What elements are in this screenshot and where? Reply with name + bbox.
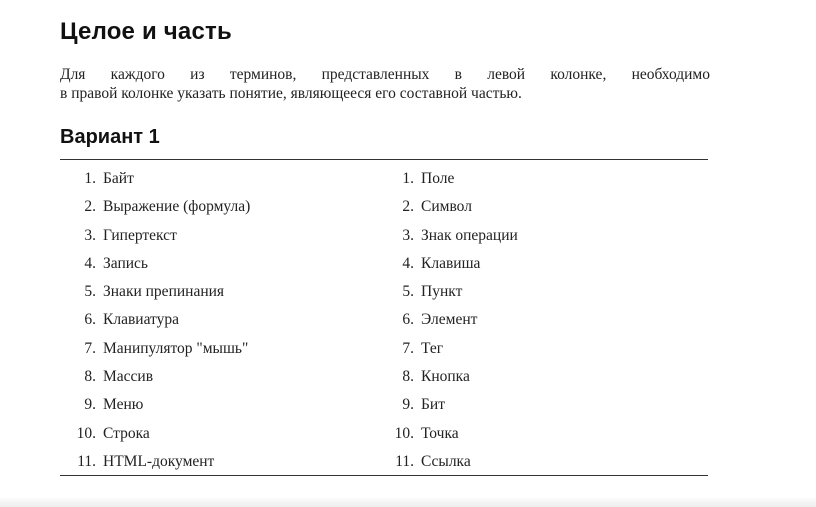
list-item xyxy=(60,306,390,334)
item-text: Клавиша xyxy=(421,254,481,272)
item-number: 10. xyxy=(394,424,414,442)
item-text: Байт xyxy=(103,170,134,187)
item-text: HTML-документ xyxy=(103,452,215,470)
item-number: 2. xyxy=(402,198,414,216)
list-item xyxy=(60,193,390,221)
item-text: Клавиатура xyxy=(103,311,179,329)
item-text: Знак операции xyxy=(421,226,518,244)
list-item xyxy=(380,222,700,250)
item-number: 7. xyxy=(84,339,96,357)
parts-list-right xyxy=(380,165,700,476)
item-text: Символ xyxy=(421,198,472,216)
item-text: Кнопка xyxy=(421,368,470,386)
list-item xyxy=(60,165,390,193)
item-text: Пункт xyxy=(421,283,463,301)
list-item xyxy=(60,250,390,278)
item-number: 9. xyxy=(84,396,96,414)
item-text: Элемент xyxy=(421,311,478,329)
table-top-rule xyxy=(60,159,708,160)
item-text: Точка xyxy=(421,424,459,442)
list-item xyxy=(60,448,390,476)
item-text: Массив xyxy=(103,368,154,386)
list-item xyxy=(380,363,700,391)
item-number: 5. xyxy=(402,283,414,301)
item-number: 1. xyxy=(402,170,414,187)
instructions-paragraph xyxy=(60,65,710,103)
list-item xyxy=(380,391,700,419)
list-item xyxy=(380,165,700,193)
item-number: 8. xyxy=(402,368,414,386)
list-item xyxy=(60,420,390,448)
list-item xyxy=(60,222,390,250)
page-bottom-shadow xyxy=(0,497,816,507)
list-item xyxy=(380,335,700,363)
list-item xyxy=(380,306,700,334)
variant-title: Вариант 1 xyxy=(60,126,160,148)
list-item xyxy=(380,448,700,476)
item-text: Выражение (формула) xyxy=(103,198,251,216)
list-item xyxy=(380,250,700,278)
item-number: 11. xyxy=(77,452,96,470)
item-number: 4. xyxy=(402,254,414,272)
item-text: Меню xyxy=(103,396,144,414)
item-text: Манипулятор "мышь" xyxy=(103,339,249,357)
item-text: Строка xyxy=(103,424,150,442)
item-number: 1. xyxy=(84,170,96,187)
instructions-line-2: в правой колонке указать понятие, являющееся его составной частью. xyxy=(60,85,522,102)
instructions-line-1: Для каждого из терминов, представленных в левой колонке, необходимо xyxy=(60,66,710,83)
list-item xyxy=(60,391,390,419)
list-item xyxy=(380,420,700,448)
item-number: 10. xyxy=(76,424,96,442)
item-number: 9. xyxy=(402,396,414,414)
item-text: Знаки препинания xyxy=(103,283,225,301)
item-number: 7. xyxy=(402,339,414,357)
item-text: Поле xyxy=(421,170,455,187)
item-number: 11. xyxy=(395,452,414,470)
list-item xyxy=(380,193,700,221)
list-item xyxy=(60,363,390,391)
terms-list-left xyxy=(60,165,390,476)
item-number: 4. xyxy=(84,254,96,272)
table-bottom-rule xyxy=(60,475,708,476)
item-number: 8. xyxy=(84,368,96,386)
item-text: Запись xyxy=(103,254,148,272)
item-number: 6. xyxy=(402,311,414,329)
item-number: 5. xyxy=(84,283,96,301)
item-text: Ссылка xyxy=(421,452,471,470)
page-title: Целое и часть xyxy=(60,18,232,45)
item-number: 3. xyxy=(84,226,96,244)
item-number: 6. xyxy=(84,311,96,329)
list-item xyxy=(380,278,700,306)
item-number: 3. xyxy=(402,226,414,244)
item-number: 2. xyxy=(84,198,96,216)
item-text: Бит xyxy=(421,396,445,414)
item-text: Тег xyxy=(421,339,444,357)
item-text: Гипертекст xyxy=(103,226,177,244)
list-item xyxy=(60,335,390,363)
list-item xyxy=(60,278,390,306)
